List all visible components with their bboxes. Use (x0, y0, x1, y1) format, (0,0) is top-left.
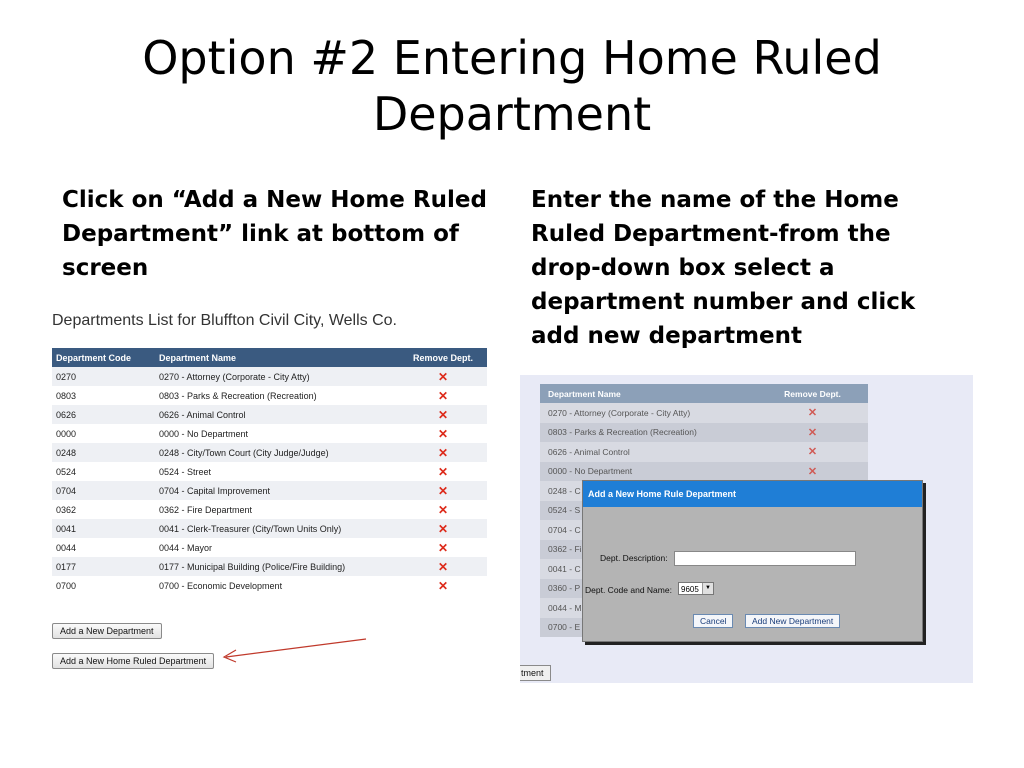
add-new-department-button[interactable]: Add New Department (745, 614, 840, 628)
header-dept-code: Department Code (52, 348, 155, 367)
remove-cell (399, 367, 487, 386)
add-department-button-partial[interactable]: tment (520, 665, 551, 681)
dept-name-cell: 0803 - Parks & Recreation (Recreation) (155, 386, 399, 405)
dept-code-cell: 0704 (52, 481, 155, 500)
dept-name-cell: 0362 - Fi (540, 540, 757, 560)
dept-name-cell: 0524 - S (540, 501, 757, 521)
remove-x-icon[interactable]: ✕ (807, 426, 818, 439)
pointer-arrow (220, 636, 370, 666)
dept-code-cell: 0000 (52, 424, 155, 443)
dept-code-cell: 0177 (52, 557, 155, 576)
cancel-button[interactable]: Cancel (693, 614, 733, 628)
remove-cell (399, 462, 487, 481)
dept-name-cell: 0626 - Animal Control (155, 405, 399, 424)
header-remove-dept: Remove Dept. (399, 348, 487, 367)
dept-name-cell: 0626 - Animal Control (540, 442, 757, 462)
remove-x-icon[interactable]: ✕ (437, 464, 449, 479)
remove-cell (757, 403, 868, 423)
dialog-title: Add a New Home Rule Department (583, 481, 922, 507)
dept-name-cell: 0044 - M (540, 598, 757, 618)
table-row (540, 462, 868, 482)
dept-name-cell: 0041 - Clerk-Treasurer (City/Town Units Only) (155, 519, 399, 538)
table-row (540, 403, 868, 423)
remove-x-icon[interactable]: ✕ (437, 388, 449, 403)
dept-name-cell: 0803 - Parks & Recreation (Recreation) (540, 423, 757, 443)
remove-cell (399, 500, 487, 519)
remove-cell (399, 443, 487, 462)
dept-name-cell: 0000 - No Department (155, 424, 399, 443)
remove-x-icon[interactable]: ✕ (437, 426, 449, 441)
table-row (540, 442, 868, 462)
remove-cell (399, 557, 487, 576)
table-row (52, 576, 487, 595)
remove-x-icon[interactable]: ✕ (437, 407, 449, 422)
table-row (52, 443, 487, 462)
dept-name-cell: 0360 - P (540, 579, 757, 599)
slide-title (0, 30, 1024, 142)
dept-code-cell: 0270 (52, 367, 155, 386)
dept-name-cell: 0041 - C (540, 559, 757, 579)
dept-code-cell: 0626 (52, 405, 155, 424)
add-home-rule-dialog (582, 480, 923, 642)
remove-cell (399, 538, 487, 557)
table-row (52, 519, 487, 538)
dept-name-cell: 0704 - C (540, 520, 757, 540)
dept-name-cell: 0524 - Street (155, 462, 399, 481)
add-new-department-button[interactable]: Add a New Department (52, 623, 162, 639)
table-row (52, 538, 487, 557)
remove-x-icon[interactable]: ✕ (807, 407, 818, 420)
table-header-row (540, 384, 868, 403)
dept-name-cell: 0704 - Capital Improvement (155, 481, 399, 500)
header-dept-name: Department Name (155, 348, 399, 367)
dept-code-value: 9605 (681, 585, 699, 594)
dept-code-cell: 0248 (52, 443, 155, 462)
dept-description-label: Dept. Description: (600, 553, 668, 563)
header-remove-dept: Remove Dept. (757, 384, 868, 403)
remove-cell (399, 405, 487, 424)
remove-cell (757, 423, 868, 443)
table-row (52, 462, 487, 481)
table-row (52, 367, 487, 386)
remove-cell (399, 576, 487, 595)
dept-code-label: Dept. Code and Name: (585, 585, 672, 595)
remove-x-icon[interactable]: ✕ (437, 483, 449, 498)
remove-cell (399, 519, 487, 538)
remove-cell (399, 481, 487, 500)
remove-x-icon[interactable]: ✕ (437, 521, 449, 536)
dept-name-cell: 0248 - C (540, 481, 757, 501)
dept-code-cell: 0041 (52, 519, 155, 538)
dept-code-cell: 0362 (52, 500, 155, 519)
table-row (52, 557, 487, 576)
remove-x-icon[interactable]: ✕ (437, 445, 449, 460)
dept-name-cell: 0044 - Mayor (155, 538, 399, 557)
remove-x-icon[interactable]: ✕ (437, 502, 449, 517)
right-caption: Enter the name of the Home Ruled Department-from the drop-down box select a department number and click add new department (531, 187, 916, 349)
dept-code-cell: 0803 (52, 386, 155, 405)
dept-name-cell: 0177 - Municipal Building (Police/Fire Building) (155, 557, 399, 576)
table-row (52, 481, 487, 500)
add-dialog-screenshot (520, 375, 973, 683)
table-row (52, 424, 487, 443)
left-caption: Click on “Add a New Home Ruled Department” link at bottom of screen (62, 187, 487, 281)
remove-cell (399, 424, 487, 443)
remove-x-icon[interactable]: ✕ (437, 559, 449, 574)
add-home-ruled-department-button[interactable]: Add a New Home Ruled Department (52, 653, 214, 669)
remove-x-icon[interactable]: ✕ (437, 540, 449, 555)
remove-x-icon[interactable]: ✕ (807, 465, 818, 478)
table-row (52, 405, 487, 424)
header-dept-name: Department Name (540, 384, 757, 403)
remove-cell (399, 386, 487, 405)
remove-x-icon[interactable]: ✕ (807, 446, 818, 459)
remove-x-icon[interactable]: ✕ (437, 578, 449, 593)
dept-name-cell: 0270 - Attorney (Corporate - City Atty) (155, 367, 399, 386)
departments-list-title: Departments List for Bluffton Civil City, Wells Co. (52, 312, 397, 329)
dept-code-select[interactable] (678, 582, 714, 595)
dept-name-cell: 0700 - E (540, 618, 757, 638)
departments-table (52, 348, 487, 595)
dept-name-cell: 0700 - Economic Development (155, 576, 399, 595)
dept-name-cell: 0270 - Attorney (Corporate - City Atty) (540, 403, 757, 423)
slide-title-line1: Option #2 Entering Home Ruled (142, 31, 882, 85)
table-row (52, 500, 487, 519)
table-row (52, 386, 487, 405)
chevron-down-icon[interactable]: ▼ (702, 583, 713, 594)
dept-code-cell: 0700 (52, 576, 155, 595)
slide-title-line2: Department (372, 87, 652, 141)
dept-description-input[interactable] (674, 551, 856, 566)
table-row (540, 423, 868, 443)
dept-name-cell: 0248 - City/Town Court (City Judge/Judge) (155, 443, 399, 462)
remove-cell (757, 442, 868, 462)
dept-code-cell: 0044 (52, 538, 155, 557)
remove-cell (757, 462, 868, 482)
dept-name-cell: 0000 - No Department (540, 462, 757, 482)
remove-x-icon[interactable]: ✕ (437, 369, 449, 384)
table-header-row (52, 348, 487, 367)
dept-name-cell: 0362 - Fire Department (155, 500, 399, 519)
dept-code-cell: 0524 (52, 462, 155, 481)
